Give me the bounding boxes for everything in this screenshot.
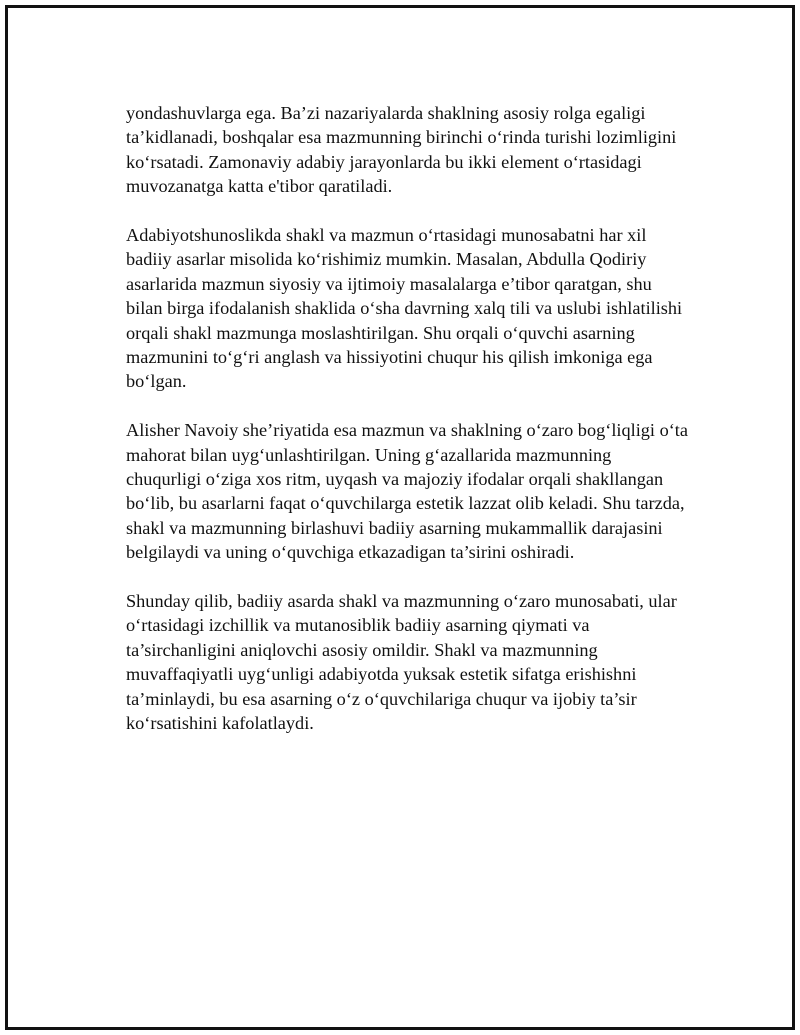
text-line: bilan birga ifodalanish shaklida o‘sha davrning xalq tili va uslubi ishlatilishi: [126, 298, 683, 319]
paragraph-2: [126, 223, 706, 394]
page-frame: [5, 5, 795, 1030]
text-line: orqali shakl mazmunga moslashtirilgan. Shu orqali o‘quvchi asarning: [126, 322, 635, 343]
text-line: ta’minlaydi, bu esa asarning o‘z o‘quvchilariga chuqur va ijobiy ta’sir: [126, 688, 637, 709]
text-line: ta’sirchanligini aniqlovchi asosiy omildir. Shakl va mazmunning: [126, 639, 598, 660]
paragraph-1: [126, 101, 706, 199]
text-line: o‘rtasidagi izchillik va mutanosiblik badiiy asarning qiymati va: [126, 615, 590, 636]
text-line: muvaffaqiyatli uyg‘unligi adabiyotda yuksak estetik sifatga erishishni: [126, 664, 637, 685]
text-line: ko‘rsatishini kafolatlaydi.: [126, 713, 314, 734]
text-line: ta’kidlanadi, boshqalar esa mazmunning birinchi o‘rinda turishi lozimligini: [126, 127, 677, 148]
text-line: muvozanatga katta e'tibor qaratiladi.: [126, 176, 393, 197]
text-line: ko‘rsatadi. Zamonaviy adabiy jarayonlarda bu ikki element o‘rtasidagi: [126, 151, 642, 172]
text-line: asarlarida mazmun siyosiy va ijtimoiy masalalarga e’tibor qaratgan, shu: [126, 273, 652, 294]
text-line: chuqurligi o‘ziga xos ritm, uyqash va majoziy ifodalar orqali shakllangan: [126, 469, 664, 490]
text-line: Adabiyotshunoslikda shakl va mazmun o‘rtasidagi munosabatni har xil: [126, 225, 647, 246]
text-line: mahorat bilan uyg‘unlashtirilgan. Uning g‘azallarida mazmunning: [126, 444, 612, 465]
text-line: mazmunini to‘g‘ri anglash va hissiyotini chuqur his qilish imkoniga ega: [126, 347, 653, 368]
text-line: Alisher Navoiy she’riyatida esa mazmun va shaklning o‘zaro bog‘liqligi o‘ta: [126, 420, 688, 441]
text-line: badiiy asarlar misolida ko‘rishimiz mumkin. Masalan, Abdulla Qodiriy: [126, 249, 647, 270]
text-line: yondashuvlarga ega. Ba’zi nazariyalarda shaklning asosiy rolga egaligi: [126, 103, 646, 123]
text-line: belgilaydi va uning o‘quvchiga etkazadigan ta’sirini oshiradi.: [126, 542, 575, 563]
text-line: shakl va mazmunning birlashuvi badiiy asarning mukammallik darajasini: [126, 517, 663, 538]
paragraph-3: [126, 418, 706, 564]
text-line: Shunday qilib, badiiy asarda shakl va mazmunning o‘zaro munosabati, ular: [126, 591, 677, 612]
paragraph-4: [126, 589, 706, 735]
text-line: bo‘lib, bu asarlarni faqat o‘quvchilarga estetik lazzat olib keladi. Shu tarzda,: [126, 493, 685, 514]
text-line: bo‘lgan.: [126, 371, 187, 392]
page-content: [126, 101, 706, 760]
